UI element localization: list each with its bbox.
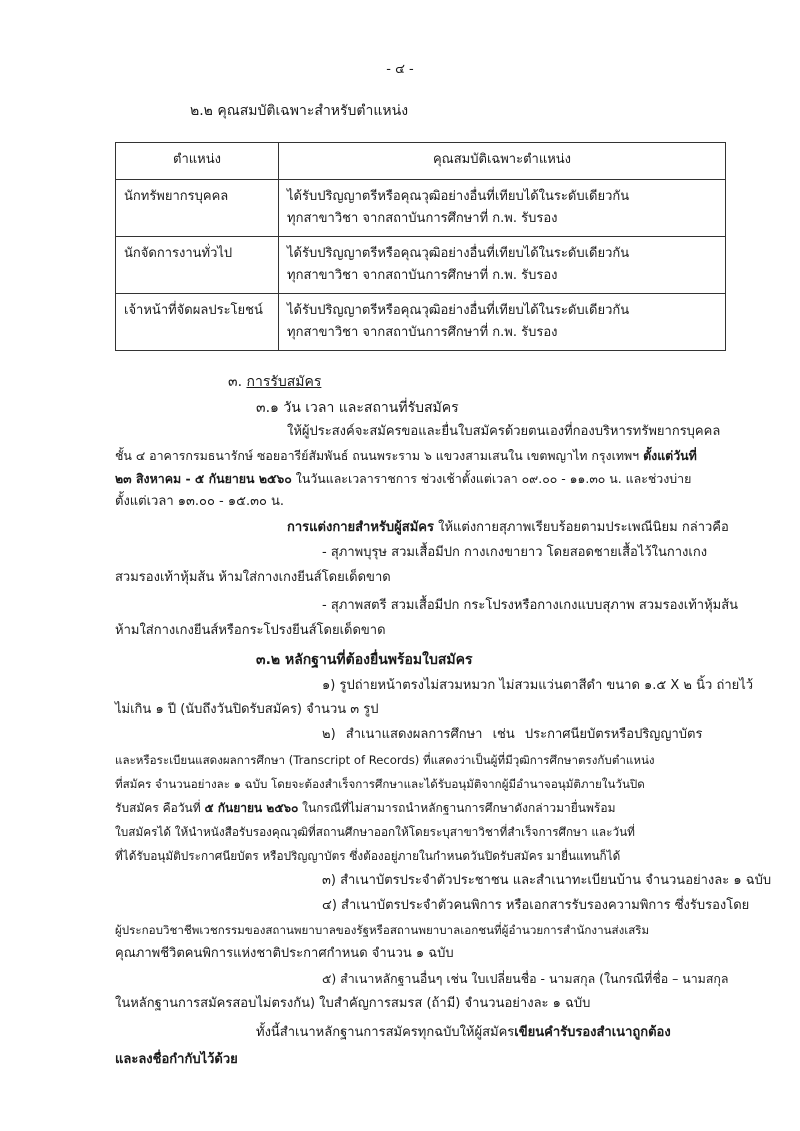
paragraph-text: รับสมัคร คือวันที่: [115, 801, 201, 815]
evidence-item-4: ๔) สำเนาบัตรประจำตัวคนพิการ หรือเอกสารรับรองความพิการ ซึ่งรับรองโดย: [322, 898, 750, 913]
men-dress-line: สวมรองเท้าหุ้มส้น ห้ามใส่กางเกงยีนส์โดยเด็ดขาด: [115, 570, 391, 585]
table-row: [116, 237, 726, 294]
women-dress-line: ห้ามใส่กางเกงยีนส์หรือกระโปรงยีนส์โดยเด็ดขาด: [115, 623, 386, 638]
section-3-number: ๓.: [228, 374, 243, 390]
closing-text: ทั้งนี้สำเนาหลักฐานการสมัครทุกฉบับให้ผู้สมัคร: [256, 1025, 515, 1040]
section-3-heading: [228, 372, 321, 392]
closing-note: และลงชื่อกำกับไว้ด้วย: [115, 1052, 238, 1067]
evidence-item-3: ๓) สำเนาบัตรประจำตัวประชาชน และสำเนาทะเบียนบ้าน จำนวนอย่างละ ๑ ฉบับ: [322, 873, 772, 888]
qualification-line: ได้รับปริญญาตรีหรือคุณวุฒิอย่างอื่นที่เทียบได้ในระดับเดียวกัน: [287, 189, 630, 204]
evidence-item-2: ใบสมัครได้ ให้นำหนังสือรับรองคุณวุฒิที่สถานศึกษาออกให้โดยระบุสาขาวิชาที่สำเร็จการศึกษา และวันที่: [115, 825, 635, 839]
position-cell: นักจัดการงานทั่วไป: [116, 237, 279, 294]
evidence-item-1: ๑) รูปถ่ายหน้าตรงไม่สวมหมวก ไม่สวมแว่นตาสีดำ ขนาด ๑.๕ X ๒ นิ้ว ถ่ายไว้: [322, 678, 754, 693]
qualification-line: ทุกสาขาวิชา จากสถาบันการศึกษาที่ ก.พ. รับรอง: [287, 325, 558, 340]
qualifications-table: [115, 142, 726, 351]
section-3-1-heading: ๓.๑ วัน เวลา และสถานที่รับสมัคร: [256, 400, 459, 416]
qualification-line: ได้รับปริญญาตรีหรือคุณวุฒิอย่างอื่นที่เทียบได้ในระดับเดียวกัน: [287, 303, 630, 318]
paragraph-line: [115, 446, 697, 466]
position-cell: นักทรัพยากรบุคคล: [116, 180, 279, 237]
paragraph-line: [115, 469, 691, 489]
evidence-item-2: [115, 798, 615, 818]
evidence-item-2: ๒) สำเนาแสดงผลการศึกษา เช่น ประกาศนียบัตรหรือปริญญาบัตร: [322, 727, 703, 742]
qualification-cell: [279, 180, 726, 237]
closing-bold-text: เขียนคำรับรองสำเนาถูกต้อง: [514, 1025, 671, 1040]
closing-note: [256, 1023, 671, 1043]
dress-code-line: [287, 518, 729, 538]
closing-date: ๕ กันยายน ๒๕๖๐: [204, 801, 299, 815]
qualification-cell: [279, 237, 726, 294]
qualification-line: ได้รับปริญญาตรีหรือคุณวุฒิอย่างอื่นที่เทียบได้ในระดับเดียวกัน: [287, 246, 630, 261]
qualification-line: ทุกสาขาวิชา จากสถาบันการศึกษาที่ ก.พ. รับรอง: [287, 268, 558, 283]
header-position: ตำแหน่ง: [116, 143, 279, 180]
paragraph-line: ให้ผู้ประสงค์จะสมัครขอและยื่นใบสมัครด้วยตนเองที่กองบริหารทรัพยากรบุคคล: [287, 424, 721, 439]
section-3-title: การรับสมัคร: [246, 374, 322, 390]
section-3-2-heading: ๓.๒ หลักฐานที่ต้องยื่นพร้อมใบสมัคร: [256, 652, 473, 668]
evidence-item-2: ที่สมัคร จำนวนอย่างละ ๑ ฉบับ โดยจะต้องสำเร็จการศึกษาและได้รับอนุมัติจากผู้มีอำนาจอนุมัติภายในวันปิด: [115, 777, 645, 791]
application-dates: ๒๓ สิงหาคม - ๕ กันยายน ๒๕๖๐: [115, 471, 292, 486]
evidence-item-5: ๕) สำเนาหลักฐานอื่นๆ เช่น ใบเปลี่ยนชื่อ - นามสกุล (ในกรณีที่ชื่อ – นามสกุล: [322, 971, 729, 986]
evidence-item-4: คุณภาพชีวิตคนพิการแห่งชาติประกาศกำหนด จำนวน ๑ ฉบับ: [115, 946, 454, 961]
paragraph-text: ในกรณีที่ไม่สามารถนำหลักฐานการศึกษาดังกล่าวมายื่นพร้อม: [302, 801, 616, 815]
evidence-item-4: ผู้ประกอบวิชาชีพเวชกรรมของสถานพยาบาลของรัฐหรือสถานพยาบาลเอกชนที่ผู้อำนวยการสำนักงานส่งเสริม: [115, 923, 650, 937]
header-qualification: คุณสมบัติเฉพาะตำแหน่ง: [279, 143, 726, 180]
page-number: - ๔ -: [386, 62, 414, 77]
dress-code-label: การแต่งกายสำหรับผู้สมัคร: [287, 520, 434, 535]
men-dress-line: - สุภาพบุรุษ สวมเสื้อมีปก กางเกงขายาว โดยสอดชายเสื้อไว้ในกางเกง: [322, 545, 708, 560]
paragraph-bold-text: ตั้งแต่วันที่: [643, 448, 697, 463]
paragraph-text: ชั้น ๔ อาคารกรมธนารักษ์ ซอยอารีย์สัมพันธ์ ถนนพระราม ๖ แขวงสามเสนใน เขตพญาไท กรุงเทพฯ: [115, 448, 640, 463]
position-cell: เจ้าหน้าที่จัดผลประโยชน์: [116, 294, 279, 351]
qualification-line: ทุกสาขาวิชา จากสถาบันการศึกษาที่ ก.พ. รับรอง: [287, 211, 558, 226]
table-row: [116, 294, 726, 351]
women-dress-line: - สุภาพสตรี สวมเสื้อมีปก กระโปรงหรือกางเกงแบบสุภาพ สวมรองเท้าหุ้มส้น: [322, 598, 739, 613]
evidence-item-1: ไม่เกิน ๑ ปี (นับถึงวันปิดรับสมัคร) จำนวน ๓ รูป: [115, 702, 379, 717]
dress-code-text: ให้แต่งกายสุภาพเรียบร้อยตามประเพณีนิยม กล่าวคือ: [438, 520, 729, 535]
table-header-row: [116, 143, 726, 180]
paragraph-line: ตั้งแต่เวลา ๑๓.๐๐ - ๑๕.๓๐ น.: [115, 494, 285, 509]
evidence-item-5: ในหลักฐานการสมัครสอบไม่ตรงกัน) ใบสำคัญการสมรส (ถ้ามี) จำนวนอย่างละ ๑ ฉบับ: [115, 996, 591, 1011]
evidence-item-2: และหรือระเบียนแสดงผลการศึกษา (Transcript of Records) ที่แสดงว่าเป็นผู้ที่มีวุฒิการศึกษาตรงกับตำแหน่ง: [115, 753, 655, 767]
qualification-cell: [279, 294, 726, 351]
table-row: [116, 180, 726, 237]
section-2-2-heading: ๒.๒ คุณสมบัติเฉพาะสำหรับตำแหน่ง: [190, 103, 409, 119]
evidence-item-2: ที่ได้รับอนุมัติประกาศนียบัตร หรือปริญญาบัตร ซึ่งต้องอยู่ภายในกำหนดวันปิดรับสมัคร มายื่นแทนก็ได้: [115, 849, 621, 863]
paragraph-text: ในวันและเวลาราชการ ช่วงเช้าตั้งแต่เวลา ๐๙.๐๐ - ๑๑.๓๐ น. และช่วงบ่าย: [295, 471, 692, 486]
